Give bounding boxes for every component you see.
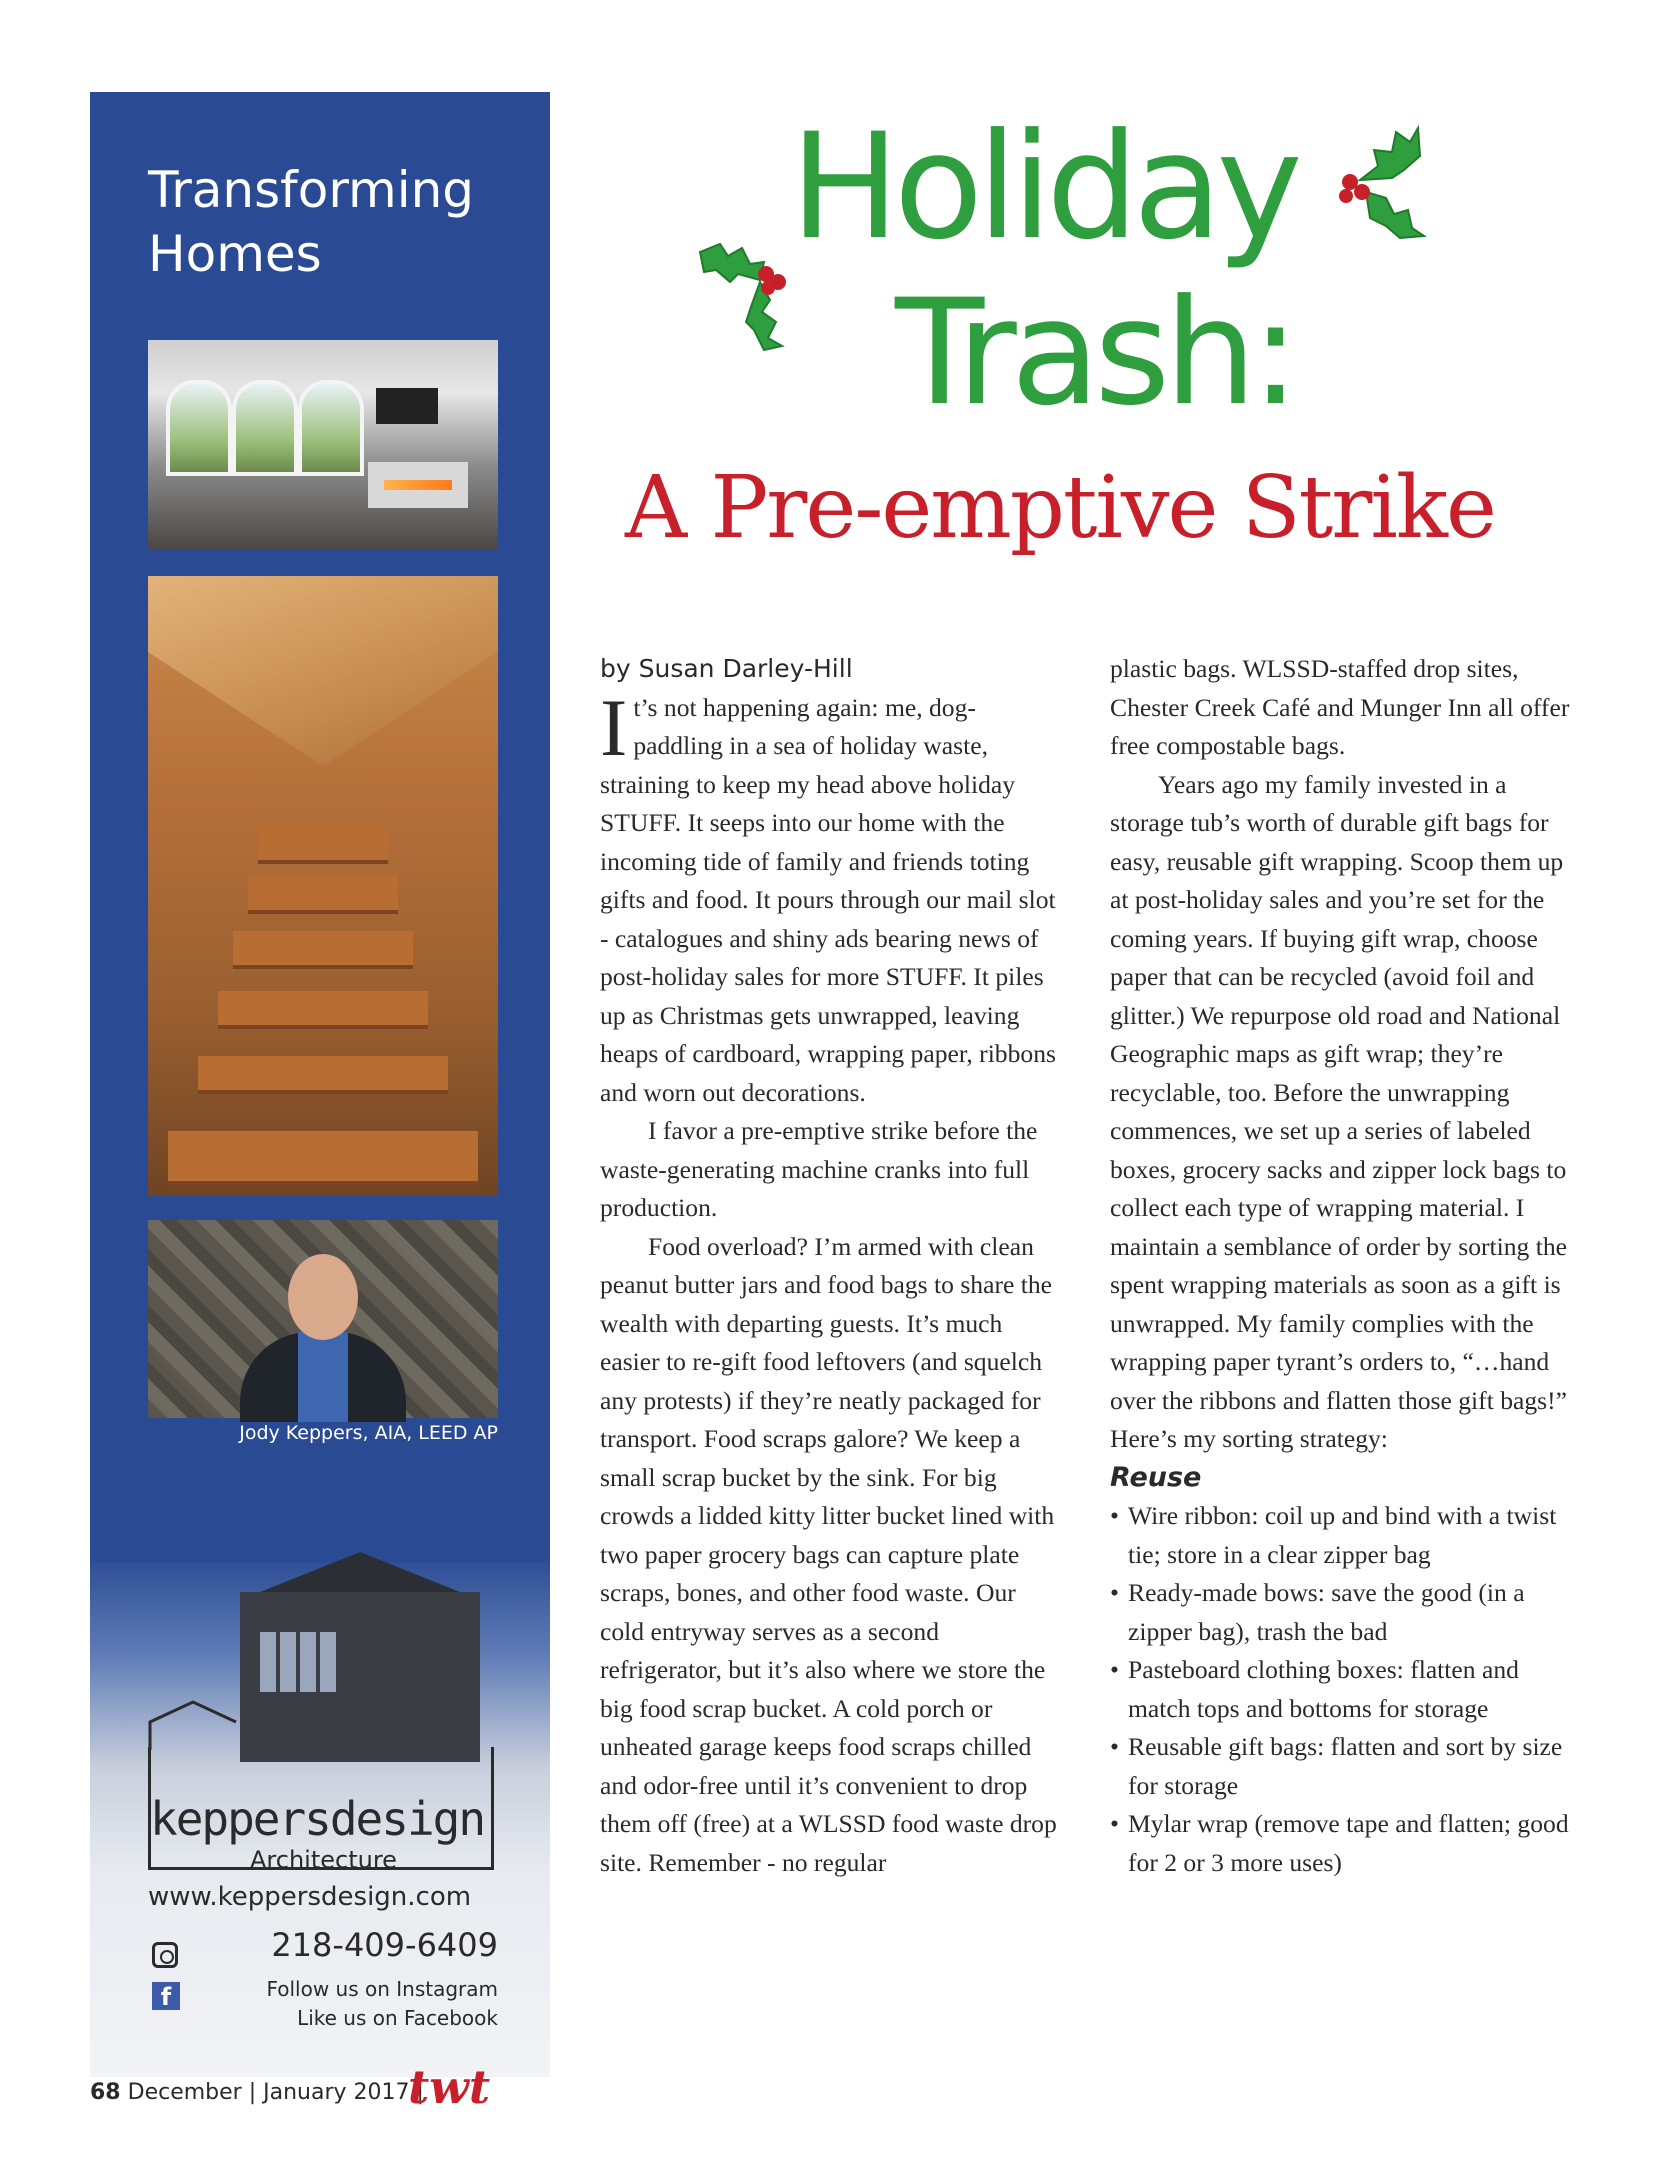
portrait-shirt-shape <box>298 1332 348 1422</box>
window-shape <box>232 380 298 476</box>
staircase-photo <box>148 576 498 1196</box>
ad-title-line2: Homes <box>148 225 322 283</box>
list-item: • Pasteboard clothing boxes: flatten and match tops and bottoms for storage <box>1110 1651 1572 1728</box>
stair-step <box>258 826 388 864</box>
ad-brand-subtitle: Architecture <box>250 1846 397 1874</box>
magazine-logo: twt <box>408 2060 491 2114</box>
vaulted-ceiling-shape <box>148 576 498 766</box>
instagram-icon[interactable] <box>152 1942 178 1968</box>
holly-icon <box>1300 118 1430 248</box>
paragraph-1-text: t’s not happening again: me, dog-paddling in a sea of holiday waste, straining to keep my head above holiday STUFF. It seeps into our home with the incoming tide of family and friends toting gifts and food. It pours through our mail slot - catalogues and shiny ads bearing news of post-holiday sales for more STUFF. It piles up as Christmas gets unwrapped, leaving heaps of cardboard, wrapping paper, ribbons and worn out decorations. <box>600 692 1056 1107</box>
paragraph-2: I favor a pre-emptive strike before the waste-generating machine cranks into full production. <box>600 1116 1038 1222</box>
issue-date: December | January 2017 | <box>127 2080 424 2105</box>
facebook-icon[interactable]: f <box>152 1982 180 2010</box>
window-shape <box>166 380 232 476</box>
paragraph-3: Food overload? I’m armed with clean peanut butter jars and food bags to share the wealth with departing guests. It’s much easier to re-gift food leftovers (and squelch any protests) if they’re neatly packaged for transport. Food scraps galore? We keep a small scrap bucket by the sink. For big crowds a lidded kitty litter bucket lined with two paper grocery bags can capture plate scraps, bones, and other food waste. Our cold entryway serves as a second refrigerator, but it’s also where we store the big food scrap bucket. A cold porch or unheated garage keeps food scraps chilled and odor-free until it’s convenient to drop them off (free) at a WLSSD food waste drop site. Remember - no regular <box>600 1231 1057 1877</box>
ad-instagram-text: Follow us on Instagram <box>266 1977 498 2001</box>
article-column-2 <box>1110 650 1572 1882</box>
ad-phone: 218-409-6409 <box>271 1926 498 1964</box>
logo-roof-icon <box>148 1700 238 1750</box>
house-windows-shape <box>260 1632 340 1692</box>
stair-step <box>168 1131 478 1185</box>
list-item: • Mylar wrap (remove tape and flatten; good for 2 or 3 more uses) <box>1110 1805 1572 1882</box>
stair-step <box>233 931 413 969</box>
ad-website[interactable]: www.keppersdesign.com <box>148 1882 472 1912</box>
stair-step <box>248 876 398 914</box>
stair-step <box>218 991 428 1029</box>
ad-brand-name: keppersdesign <box>150 1792 485 1846</box>
architect-portrait-photo <box>148 1220 498 1418</box>
paragraph-5: Years ago my family invested in a storage tub’s worth of durable gift bags for easy, reusable gift wrapping. Scoop them up at post-holiday sales and you’re set for the coming years. If buying gift wrap, choose paper that can be recycled (avoid foil and glitter.) We repurpose old road and National Geographic maps as gift wrap; they’re recyclable, too. Before the unwrapping commences, we set up a series of labeled boxes, grocery sacks and zipper lock bags to collect each type of wrapping material. I maintain a semblance of order by sorting the spent wrapping materials as soon as a gift is unwrapped. My family complies with the wrapping paper tyrant’s orders to, “…hand over the ribbons and flatten those gift bags!” Here’s my sorting strategy: <box>1110 769 1568 1453</box>
list-item: • Wire ribbon: coil up and bind with a twist tie; store in a clear zipper bag <box>1110 1497 1572 1574</box>
ad-person-caption: Jody Keppers, AIA, LEED AP <box>239 1422 498 1444</box>
stair-step <box>198 1056 448 1094</box>
television-shape <box>376 388 438 424</box>
byline: by Susan Darley-Hill <box>600 654 853 683</box>
paragraph-4: plastic bags. WLSSD-staffed drop sites, Chester Creek Café and Munger Inn all offer free compostable bags. <box>1110 654 1570 760</box>
window-shape <box>298 380 364 476</box>
list-item: • Reusable gift bags: flatten and sort by size for storage <box>1110 1728 1572 1805</box>
list-item: • Ready-made bows: save the good (in a zipper bag), trash the bad <box>1110 1574 1572 1651</box>
section-heading-reuse: Reuse <box>1110 1461 1202 1493</box>
reuse-list <box>1110 1497 1572 1882</box>
page-footer <box>90 2080 424 2105</box>
fireplace-shape <box>368 462 468 508</box>
drop-cap: I <box>600 681 628 773</box>
page-number: 68 <box>90 2080 121 2105</box>
advertisement <box>90 92 550 2077</box>
ad-title-line1: Transforming <box>148 161 475 219</box>
paragraph-1 <box>600 681 1062 1113</box>
ad-facebook-text: Like us on Facebook <box>297 2006 498 2030</box>
portrait-head-shape <box>288 1254 358 1340</box>
ad-title <box>148 158 474 286</box>
living-room-photo <box>148 340 498 550</box>
headline-subtitle: A Pre-emptive Strike <box>625 458 1495 558</box>
headline-line2: Trash: <box>895 268 1295 438</box>
headline-line1: Holiday <box>790 102 1297 272</box>
article-column-1 <box>600 650 1062 1882</box>
